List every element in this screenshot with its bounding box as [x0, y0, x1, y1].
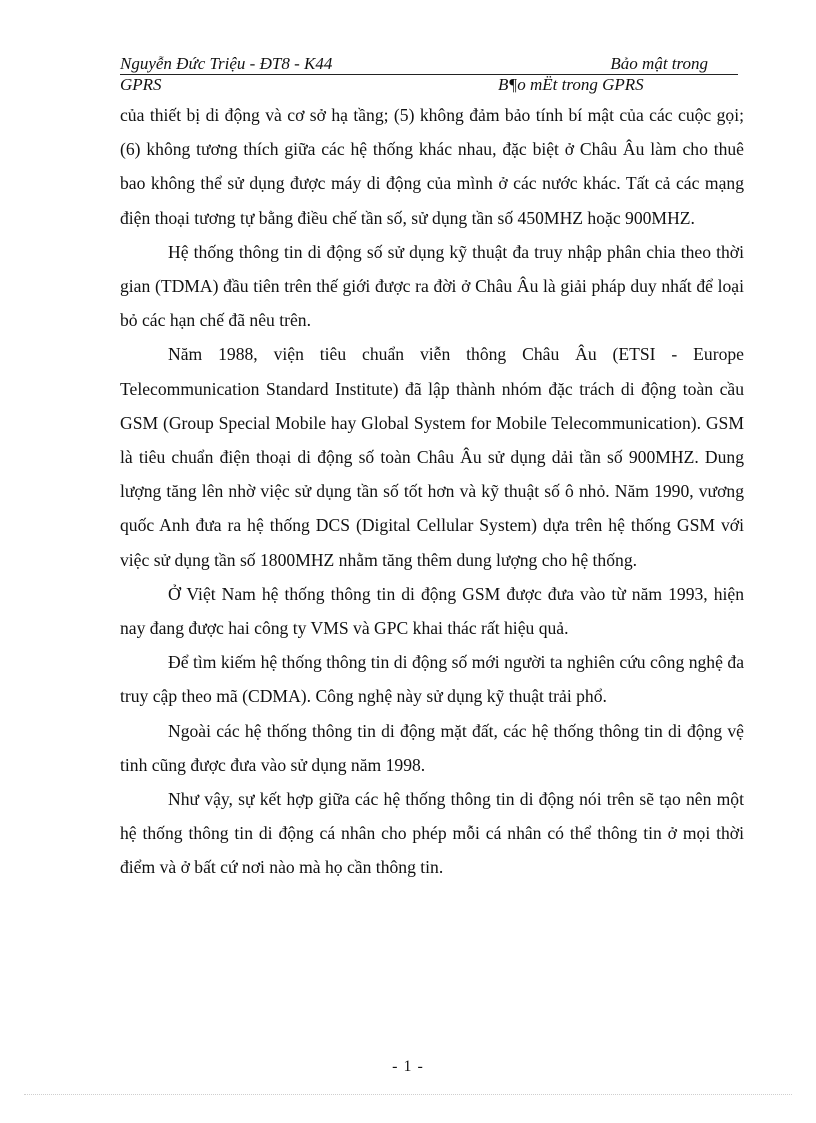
header-row-1: [120, 54, 738, 75]
document-body: [120, 98, 744, 885]
page-bottom-divider: [24, 1094, 792, 1095]
header-subtitle-left: GPRS: [120, 75, 162, 94]
page-header: [120, 54, 738, 95]
header-title: Bảo mật trong: [610, 54, 708, 73]
header-subtitle-right: B¶o mËt trong GPRS: [498, 75, 644, 94]
header-row-2: [120, 75, 738, 95]
paragraph-3: Năm 1988, viện tiêu chuẩn viễn thông Châu Âu (ETSI - Europe Telecommunication Standard Institute) đã lập thành nhóm đặc trách di động toàn cầu GSM (Group Special Mobile hay Global System for Mobile Telecommunication). GSM là tiêu chuẩn điện thoại di động số toàn Châu Âu sử dụng dải tần số 900MHZ. Dung lượng tăng lên nhờ việc sử dụng tần số tốt hơn và kỹ thuật số ô nhỏ. Năm 1990, vương quốc Anh đưa ra hệ thống DCS (Digital Cellular System) dựa trên hệ thống GSM với việc sử dụng tần số 1800MHZ nhằm tăng thêm dung lượng cho hệ thống.: [120, 344, 744, 570]
header-author: Nguyễn Đức Triệu - ĐT8 - K44: [120, 54, 333, 73]
page-number: - 1 -: [392, 1058, 424, 1075]
paragraph-1: của thiết bị di động và cơ sở hạ tầng; (5) không đảm bảo tính bí mật của các cuộc gọi; (6) không tương thích giữa các hệ thống khác nhau, đặc biệt ở Châu Âu làm cho thuê bao không thể sử dụng được máy di động của mình ở các nước khác. Tất cả các mạng điện thoại tương tự bằng điều chế tần số, sử dụng tần số 450MHZ hoặc 900MHZ.: [120, 105, 744, 228]
paragraph-6: Ngoài các hệ thống thông tin di động mặt đất, các hệ thống thông tin di động vệ tinh cũng được đưa vào sử dụng năm 1998.: [120, 720, 744, 775]
paragraph-2: Hệ thống thông tin di động số sử dụng kỹ thuật đa truy nhập phân chia theo thời gian (TDMA) đầu tiên trên thế giới được ra đời ở Châu Âu là giải pháp duy nhất để loại bỏ các hạn chế đã nêu trên.: [120, 241, 744, 331]
paragraph-5: Để tìm kiếm hệ thống thông tin di động số mới người ta nghiên cứu công nghệ đa truy cập theo mã (CDMA). Công nghệ này sử dụng kỹ thuật trải phổ.: [120, 652, 744, 707]
paragraph-4: Ở Việt Nam hệ thống thông tin di động GSM được đưa vào từ năm 1993, hiện nay đang được hai công ty VMS và GPC khai thác rất hiệu quả.: [120, 583, 744, 639]
paragraph-7: Như vậy, sự kết hợp giữa các hệ thống thông tin di động nói trên sẽ tạo nên một hệ thống thông tin di động cá nhân cho phép mỗi cá nhân có thể thông tin ở mọi thời điểm và ở bất cứ nơi nào mà họ cần thông tin.: [120, 789, 744, 878]
